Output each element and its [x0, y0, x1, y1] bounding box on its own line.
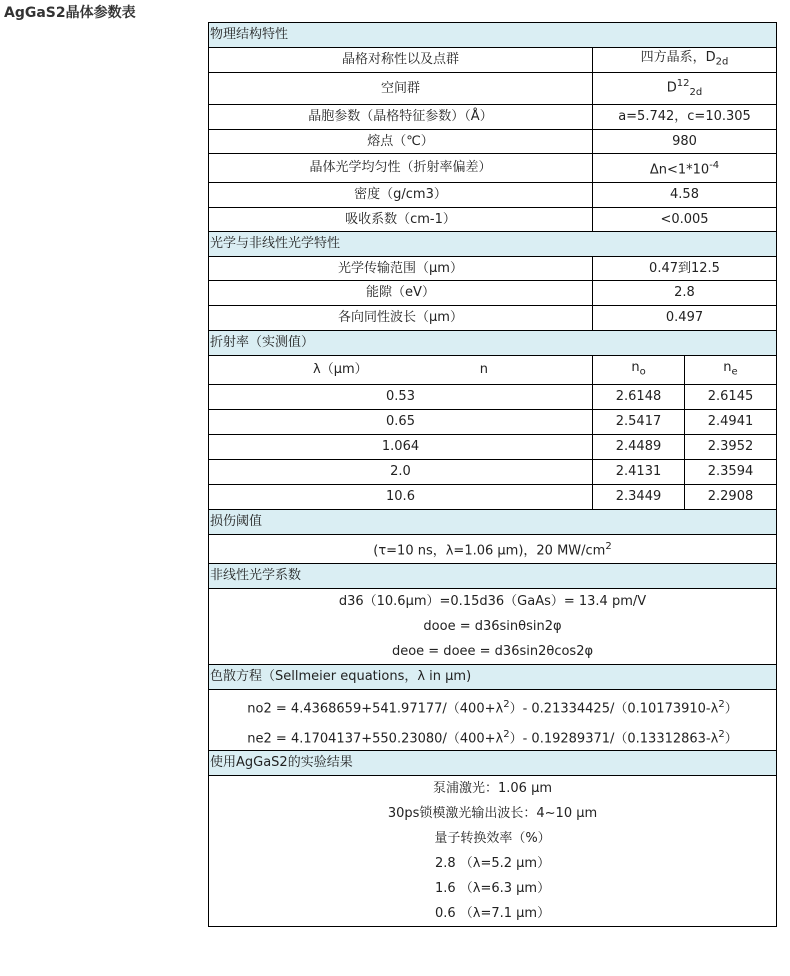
cell-lambda: 0.53: [209, 385, 593, 410]
sellmeier-equations: [209, 690, 777, 751]
row-value: 四方晶系，$D_{2d}$: [593, 48, 777, 73]
section-title: 损伤阈值: [209, 510, 777, 535]
table-row: [209, 589, 777, 665]
cell-ne: 2.3952: [685, 435, 777, 460]
table-row: [209, 306, 777, 331]
cell-no: 2.4131: [593, 460, 685, 485]
cell-no: 2.3449: [593, 485, 685, 510]
cell-no: 2.5417: [593, 410, 685, 435]
cell-ne: 2.6145: [685, 385, 777, 410]
header-lambda-n: [209, 356, 593, 385]
row-label: 光学传输范围（μm）: [209, 257, 593, 281]
table-row: [209, 460, 777, 485]
sellmeier-equation-no: $no2 = 4.4368659+541.97177/(400+\lambda^2)-$ $0.21334425/(0.10173910-\lambda^2)$: [247, 699, 738, 717]
section-title: 非线性光学系数: [209, 564, 777, 589]
table-row: [209, 208, 777, 232]
nonlinear-line: d36（10.6μm）=0.15d36（GaAs）= 13.4 pm/V: [338, 594, 647, 609]
table-row: [209, 130, 777, 154]
column-header-no: $n_o$: [593, 356, 685, 385]
nonlinear-coefficients: [209, 589, 777, 665]
table-row: [209, 73, 777, 105]
table-row: [209, 105, 777, 130]
table-row: [209, 385, 777, 410]
section-header-nonlinear: [209, 564, 777, 589]
row-value: a=5.742，c=10.305: [593, 105, 777, 130]
row-label: 熔点（℃）: [209, 130, 593, 154]
row-value: 2.8: [593, 281, 777, 306]
table-row: [209, 410, 777, 435]
table-row: [209, 154, 777, 183]
damage-threshold-value: (τ=10 ns，λ=1.06 μm)，20 $MW/cm^2$: [209, 535, 777, 564]
table-row: [209, 535, 777, 564]
section-title: 色散方程（Sellmeier equations，λ in μm): [209, 665, 777, 690]
column-header-ne: $n_e$: [685, 356, 777, 385]
parameter-table: [208, 22, 777, 927]
row-label: 能隙（eV）: [209, 281, 593, 306]
refractive-column-headers: [209, 356, 777, 385]
cell-lambda: 0.65: [209, 410, 593, 435]
section-header-physical: [209, 23, 777, 48]
row-value: 0.497: [593, 306, 777, 331]
section-title: 折射率（实测值）: [209, 331, 777, 356]
row-label: 吸收系数（cm-1）: [209, 208, 593, 232]
table-row: [209, 183, 777, 208]
row-label: 空间群: [209, 73, 593, 105]
table-row: [209, 48, 777, 73]
table-row: [209, 776, 777, 927]
result-line: 2.8 （λ=5.2 μm）: [434, 856, 551, 871]
section-header-refractive: [209, 331, 777, 356]
row-value: $D^{12}_{2d}$: [593, 73, 777, 105]
row-label: 各向同性波长（μm）: [209, 306, 593, 331]
row-label: 晶格对称性以及点群: [209, 48, 593, 73]
section-title: 物理结构特性: [209, 23, 777, 48]
page-title: AgGaS2晶体参数表: [4, 5, 136, 21]
row-value: 980: [593, 130, 777, 154]
result-line: 1.6 （λ=6.3 μm）: [434, 881, 551, 896]
row-label: 晶胞参数（晶格特征参数）（Å）: [209, 105, 593, 130]
section-header-damage: [209, 510, 777, 535]
cell-ne: 2.2908: [685, 485, 777, 510]
row-label: 密度（g/cm3）: [209, 183, 593, 208]
nonlinear-line: dooe = d36sinθsin2φ: [423, 619, 562, 634]
section-header-optical: [209, 232, 777, 257]
nonlinear-line: deoe = doee = d36sin2θcos2φ: [391, 644, 594, 659]
table-row: [209, 690, 777, 751]
column-header-lambda: λ（μm）: [313, 362, 368, 377]
result-line: 量子转换效率（%）: [434, 831, 551, 846]
row-value: $\Delta n<1*10^{-4}$: [593, 154, 777, 183]
cell-lambda: 2.0: [209, 460, 593, 485]
cell-lambda: 1.064: [209, 435, 593, 460]
sellmeier-equation-ne: $ne2 = 4.1704137+550.23080/(400+\lambda^2)-$ $0.19289371/(0.13312863-\lambda^2)$: [247, 729, 738, 747]
cell-ne: 2.4941: [685, 410, 777, 435]
row-value: <0.005: [593, 208, 777, 232]
section-header-sellmeier: [209, 665, 777, 690]
cell-ne: 2.3594: [685, 460, 777, 485]
table-row: [209, 435, 777, 460]
table-row: [209, 281, 777, 306]
experimental-results: [209, 776, 777, 927]
cell-lambda: 10.6: [209, 485, 593, 510]
result-line: 泵浦激光：1.06 μm: [433, 781, 553, 796]
cell-no: 2.4489: [593, 435, 685, 460]
column-header-n: n: [479, 362, 488, 377]
result-line: 30ps锁模激光输出波长：4~10 μm: [387, 806, 598, 821]
table-row: [209, 485, 777, 510]
table-row: [209, 257, 777, 281]
cell-no: 2.6148: [593, 385, 685, 410]
section-title: 使用AgGaS2的实验结果: [209, 751, 777, 776]
section-header-results: [209, 751, 777, 776]
section-title: 光学与非线性光学特性: [209, 232, 777, 257]
result-line: 0.6 （λ=7.1 μm）: [434, 906, 551, 921]
row-value: 4.58: [593, 183, 777, 208]
row-value: 0.47到12.5: [593, 257, 777, 281]
row-label: 晶体光学均匀性（折射率偏差）: [209, 154, 593, 183]
